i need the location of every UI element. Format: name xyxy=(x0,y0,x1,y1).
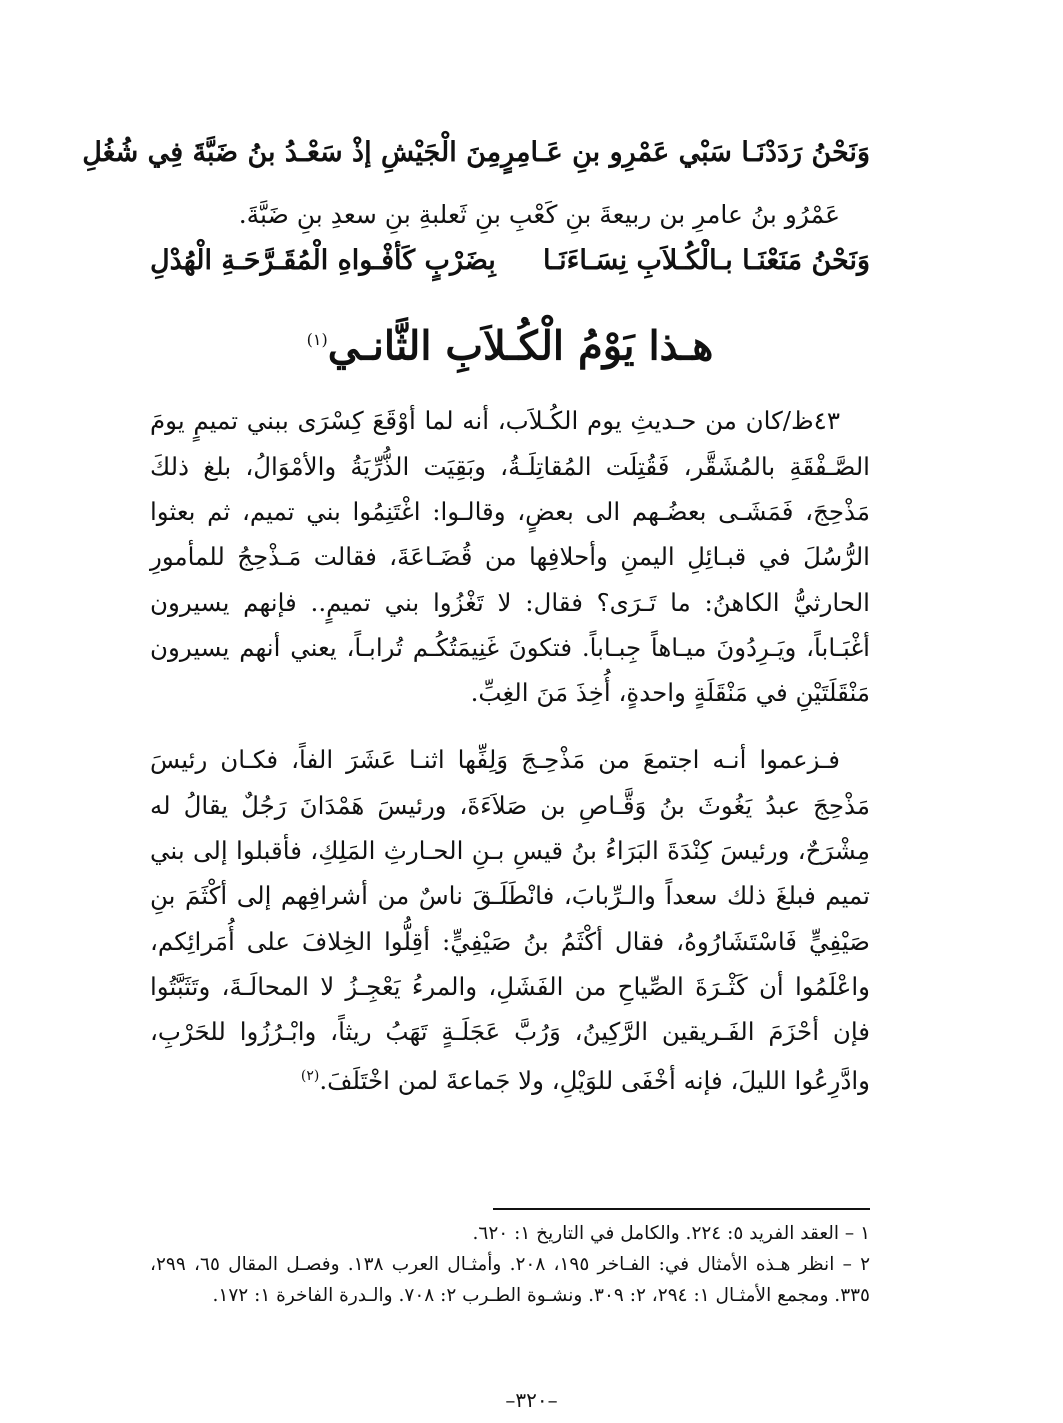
footnote-separator xyxy=(493,1208,870,1210)
paragraph-2 xyxy=(150,737,870,1104)
verse-genealogy-note: عَمْرُو بنُ عامرِ بن ربيعةَ بنِ كَعْبِ بنِ ثَعلبةِ بنِ سعدِ بنِ ضَبَّةَ. xyxy=(238,200,840,229)
poem-verse-1 xyxy=(82,130,870,176)
chapter-title-footnote-ref: (١) xyxy=(306,330,328,349)
page-body xyxy=(82,130,870,1104)
verse-1-hemistich-1: وَنَحْنُ رَدَدْنَـا سَبْي عَمْرِو بنِ عَـامِرٍ xyxy=(501,137,870,168)
paragraph-2-footnote-ref: (٢) xyxy=(300,1068,320,1085)
footnotes xyxy=(150,1218,870,1311)
page-number: –٣٢٠– xyxy=(505,1388,558,1412)
chapter-title-text: هـذا يَوْمُ الْكُـلاَبِ الثَّانـي xyxy=(327,322,714,370)
verse-1-hemistich-2: مِنَ الْجَيْشِ إذْ سَعْـدُ بنُ ضَبَّةَ فِي شُغُلِ xyxy=(82,137,502,168)
verse-2-hemistich-2: بِضَرْبٍ كَأفْـواهِ الْمُقَـرَّحَـةِ الْهُدْلِ xyxy=(150,245,496,276)
poem-verse-2 xyxy=(150,238,870,284)
chapter-title xyxy=(150,310,870,376)
paragraph-1: ٤٣ظ/كان من حـديثِ يوم الكُـلاَب، أنه لما أوْقَعَ كِسْرَى ببني تميمٍ يومَ الصَّـفْقَةِ بالمُشَقَّر، فَقُتِلَت المُقاتِلَـةُ، وبَقِيَت الذُّرِّيَةُ والأمْوَالُ، بلغ ذلكَ مَذْحِجَ، فَمَشَـى بعضُـهم الى بعضٍ، وقالـوا: اغْتَنِمُوا بني تميم، ثم بعثوا الرُّسُلَ في قبـائِلِ اليمنِ وأحلافِها من قُضَـاعَةَ، فقالت مَـذْحِجُ للمأمورِ الحارثيُّ الكاهنُ: ما تَـرَى؟ فقال: لا تَغْزُوا بني تميمٍ.. فإنهم يسيرون أغْبَـاباً، ويَـرِدُونَ ميـاهاً جِبـاباً. فتكونَ غَنِيمَتُكُـم تُرابـاً، يعني أنهم يسيرون مَنْقَلَتَيْنِ في مَنْقَلَةٍ واحدةٍ، أُخِذَ مَنَ الغِبِّ. xyxy=(150,406,870,708)
footnote-1: ١ – العقد الفريد ٥: ٢٢٤. والكامل في التاريخ ١: ٦٢٠. xyxy=(472,1223,870,1244)
footnote-2: ٢ – انظر هـذه الأمثال في: الفـاخر ١٩٥، ٢٠٨. وأمثـال العرب ١٣٨. وفصـل المقال ٦٥، ٢٩٩، ٣٣٥. ومجمع الأمثـال ١: ٢٩٤، ٢: ٣٠٩. ونشـوة الطـرب ٢: ٧٠٨. والـدرة الفاخرة ١: ١٧٢. xyxy=(150,1254,870,1306)
verse-2-hemistich-1: وَنَحْنُ مَنَعْنَـا بـالْكُـلاَبِ نِسَـاءَنَـا xyxy=(543,245,870,276)
paragraph-2-text: فـزعموا أنـه اجتمعَ من مَذْحِـجَ وَلِفِّها اثنـا عَشَرَ الفاً، فكـان رئيسَ مَذْحِجَ عبدُ يَغُوثَ بنُ وَقَّـاصِ بن صَلاَءَةَ، ورئيسَ هَمْدَانَ رَجُلٌ يقالُ له مِشْرَحٌ، ورئيسَ كِنْدَةَ البَرَاءُ بنُ قيسِ بـنِ الحـارثِ المَلِكِ، فأقبلوا إلى بني تميم فبلغَ ذلك سعداً والـرِّبابَ، فانْطَلَـقَ ناسٌ من أشرافِهم إلى أكْثَمَ بنِ صَيْفِيٍّ فَاسْتَشَارُوهُ، فقال أكْثَمُ بنُ صَيْفِيٍّ: أقِلُّوا الخِلافَ على أُمَرائِكم، واعْلَمُوا أن كَثْـرَةَ الصِّياحِ من الفَشَلِ، والمرءُ يَعْجِـزُ لا المحالَـةَ، وتَثَبَّتُوا فإن أحْزَمَ الفَـريقين الرَّكِينُ، وَرُبَّ عَجَلَـةٍ تَهَبُ ريثاً، وابْـرُزُوا للحَرْبِ، وادَّرِعُوا الليلَ، فإنه أخْفَى للوَيْلِ، ولا جَماعةَ لمن اخْتَلَفَ. xyxy=(150,745,870,1096)
